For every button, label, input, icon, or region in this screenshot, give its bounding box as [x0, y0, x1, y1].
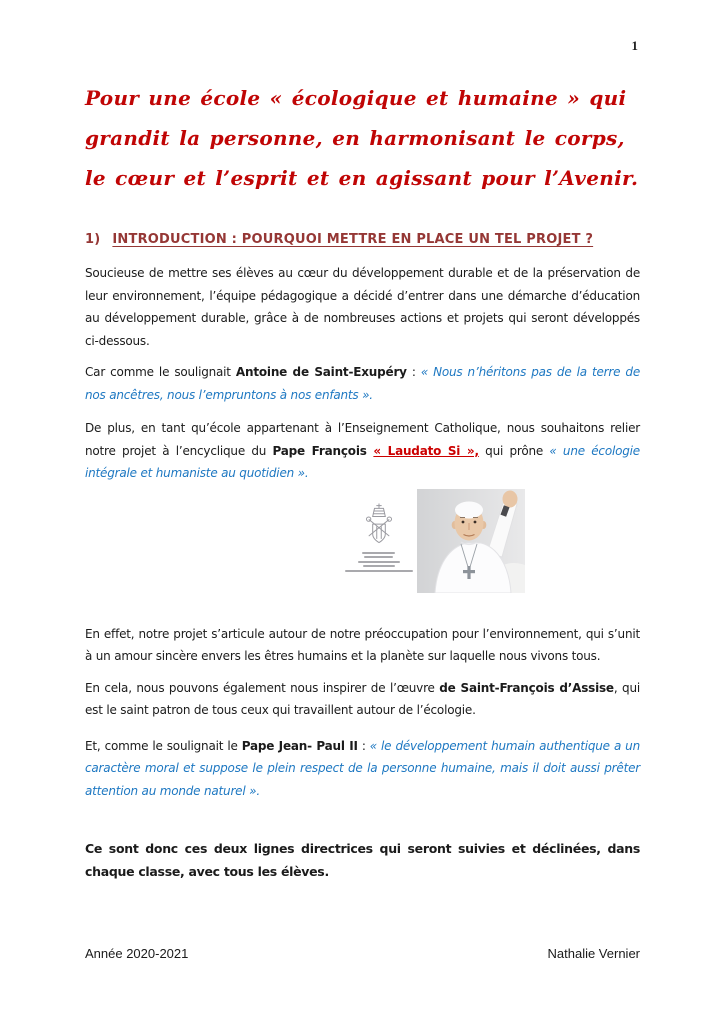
text-segment: En effet, notre projet s’articule autour de notre préoccupation pour l’environnement, qui s’unit à un amour sincère envers les êtres humains et la planète sur laquelle nous vivons tous. — [85, 626, 640, 663]
text-segment: Soucieuse de mettre ses élèves au cœur du développement durable et de la préservation de leur environnement, l’équipe pédagogique a décidé d’entrer dans une démarche d’éducation au développement durable, grâce à de nombreuses actions et projets qui seront développés ci-dessous. — [85, 266, 640, 348]
encyclical-cover — [340, 489, 417, 593]
text-segment: qui prône — [478, 443, 550, 458]
page-footer — [85, 946, 640, 961]
laudato-si-link[interactable]: « Laudato Si », — [373, 443, 479, 458]
section-heading — [85, 230, 640, 250]
document-title: Pour une école « écologique et humaine » qui grandit la personne, en harmonisant le corps, le cœur et l’esprit et en agissant pour l’Avenir. — [85, 86, 639, 190]
text-segment: « Nous n’héritons pas de la terre de nos ancêtres, nous l’empruntons à nos enfants ». — [85, 365, 640, 402]
text-segment: Car comme le soulignait — [85, 365, 236, 379]
paragraph-saint-francois — [85, 677, 640, 722]
section-heading-text: INTRODUCTION : POURQUOI METTRE EN PLACE UN TEL PROJET ? — [112, 232, 594, 247]
text-segment: « le développement humain authentique a un caractère moral et suppose le plein respect de la personne humaine, mais il doit aussi prêter attention au monde naturel ». — [85, 738, 640, 798]
text-segment: Ce sont donc ces deux lignes directrices qui seront suivies et déclinées, dans chaque classe, avec tous les élèves. — [85, 841, 640, 879]
text-segment: , qui est le saint patron de tous ceux qui travaillent autour de l’écologie. — [85, 680, 640, 717]
laudato-si-figure — [340, 489, 525, 593]
paragraph-laudato-si — [85, 417, 640, 485]
text-segment: Pape Jean- Paul II — [241, 738, 358, 753]
paragraph-intro — [85, 262, 640, 352]
paragraph-conclusion — [85, 838, 640, 883]
paragraph-saint-exupery-quote — [85, 361, 640, 406]
text-segment: En cela, nous pouvons également nous inspirer de l’œuvre — [85, 680, 440, 695]
pope-francis-photo — [417, 489, 525, 593]
paragraph-jean-paul-ii — [85, 735, 640, 803]
text-segment: Et, comme le soulignait le — [85, 738, 242, 753]
footer-year: Année 2020-2021 — [85, 946, 189, 961]
text-segment: Pape François — [272, 443, 374, 458]
page-number: 1 — [631, 38, 638, 53]
text-segment: : — [357, 738, 370, 753]
text-segment: : — [406, 365, 421, 379]
paragraph-environment — [85, 623, 640, 668]
text-segment: « une écologie intégrale et humaniste au quotidien ». — [85, 443, 640, 480]
papal-coat-of-arms-icon — [361, 502, 397, 548]
footer-author: Nathalie Vernier — [547, 946, 640, 961]
text-segment: de Saint-François d’Assise — [439, 680, 614, 695]
encyclical-caption-lines — [345, 552, 413, 572]
text-segment: Antoine de Saint-Exupéry — [235, 365, 407, 379]
text-segment: De plus, en tant qu’école appartenant à l’Enseignement Catholique, nous souhaitons relier notre projet à l’encyclique du — [85, 421, 640, 458]
section-heading-number: 1) — [85, 232, 101, 247]
